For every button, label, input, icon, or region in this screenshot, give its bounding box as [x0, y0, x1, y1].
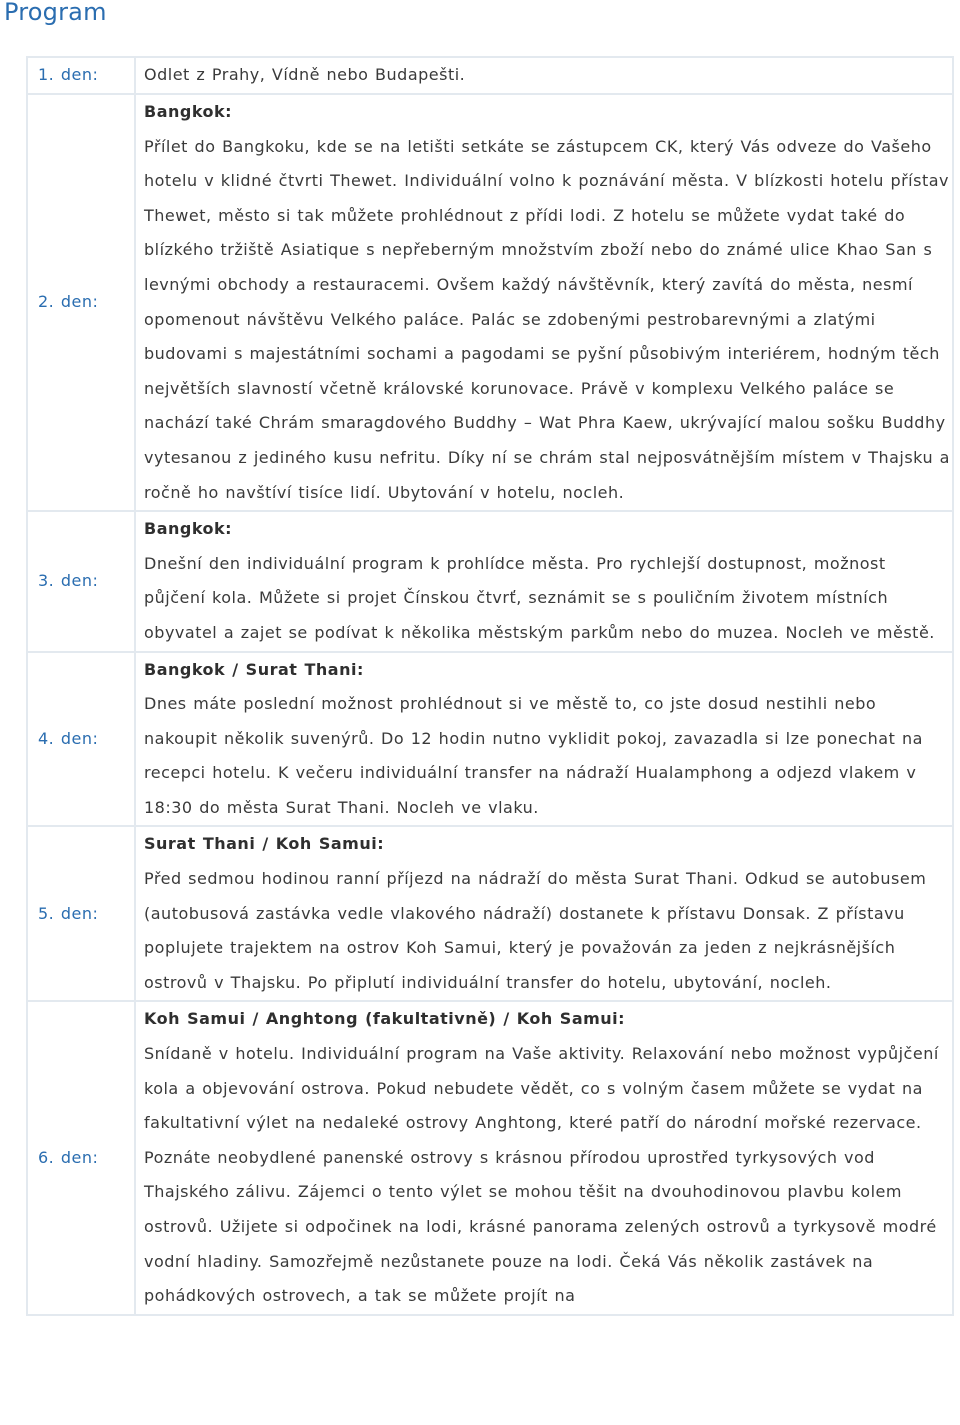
day-text: Dnes máte poslední možnost prohlédnout si ve městě to, co jste dosud nestihli nebo nakoupit několik suvenýrů. Do 12 hodin nutno vyklidit pokoj, zavazadla si lze ponechat na recepci hotelu. K večeru individuální transfer na nádraží Hualamphong a odjezd vlakem v 18:30 do města Surat Thani. Nocleh ve vlaku.	[144, 694, 923, 817]
table-row	[27, 57, 953, 94]
table-row	[27, 1001, 953, 1314]
day-location: Bangkok:	[144, 102, 233, 121]
day-text: Snídaně v hotelu. Individuální program na Vaše aktivity. Relaxování nebo možnost vypůjčení kola a objevování ostrova. Pokud nebudete vědět, co s volným časem můžete se vydat na fakultativní výlet na nedaleké ostrovy Anghtong, které patří do národní mořské rezervace. Poznáte neobydlené panenské ostrovy s krásnou přírodou uprostřed tyrkysových vod Thajského zálivu. Zájemci o tento výlet se mohou těšit na dvouhodinovou plavbu kolem ostrovů. Užijete si odpočinek na lodi, krásné panorama zelených ostrovů a tyrkysově modré vodní hladiny. Samozřejmě nezůstanete pouze na lodi. Čeká Vás několik zastávek na pohádkových ostrovech, a tak se můžete projít na	[144, 1044, 939, 1306]
day-location: Koh Samui / Anghtong (fakultativně) / Koh Samui:	[144, 1009, 626, 1029]
table-row	[27, 511, 953, 651]
page-title: Program	[4, 0, 107, 26]
day-text: Odlet z Prahy, Vídně nebo Budapešti.	[144, 65, 466, 85]
day-description	[135, 652, 953, 827]
day-description	[135, 1001, 953, 1314]
day-text: Před sedmou hodinou ranní příjezd na nádraží do města Surat Thani. Odkud se autobusem (autobusová zastávka vedle vlakového nádraží) dostanete k přístavu Donsak. Z přístavu poplujete trajektem na ostrov Koh Samui, který je považován za jeden z nejkrásnějších ostrovů v Thajsku. Po připlutí individuální transfer do hotelu, ubytování, nocleh.	[144, 869, 927, 992]
day-description	[135, 826, 953, 1001]
day-label: 2. den:	[27, 94, 135, 511]
table-row	[27, 94, 953, 511]
day-text: Přílet do Bangkoku, kde se na letišti setkáte se zástupcem CK, který Vás odveze do Vašeho hotelu v klidné čtvrti Thewet. Individuální volno k poznávání města. V blízkosti hotelu přístav Thewet, město si tak můžete prohlédnout z přídi lodi. Z hotelu se můžete vydat také do blízkého tržiště Asiatique s nepřeberným množstvím zboží nebo do známé ulice Khao San s levnými obchody a restauracemi. Ovšem každý návštěvník, který zavítá do města, nesmí opomenout návštěvu Velkého paláce. Palác se zdobenými pestrobarevnými a zlatými budovami s majestátními sochami a pagodami se pyšní působivým interiérem, hodným těch největších slavností včetně královské korunovace. Právě v komplexu Velkého paláce se nachází také Chrám smaragdového Buddhy – Wat Phra Kaew, ukrývající malou sošku Buddhy vytesanou z jediného kusu nefritu. Díky ní se chrám stal nejposvátnějším místem v Thajsku a ročně ho navštíví tisíce lidí. Ubytování v hotelu, nocleh.	[144, 136, 950, 502]
day-label: 1. den:	[27, 57, 135, 94]
day-location: Bangkok / Surat Thani:	[144, 659, 364, 679]
day-description	[135, 511, 953, 651]
day-text: Dnešní den individuální program k prohlídce města. Pro rychlejší dostupnost, možnost půjčení kola. Můžete si projet Čínskou čtvrť, seznámit se s pouličním životem místních obyvatel a zajet se podívat k několika městským parkům nebo do muzea. Nocleh ve městě.	[144, 553, 935, 642]
day-label: 6. den:	[27, 1001, 135, 1314]
day-label: 5. den:	[27, 826, 135, 1001]
day-label: 3. den:	[27, 511, 135, 651]
day-location: Surat Thani / Koh Samui:	[144, 834, 385, 854]
table-row	[27, 652, 953, 827]
day-description	[135, 94, 953, 511]
day-label: 4. den:	[27, 652, 135, 827]
day-location: Bangkok:	[144, 519, 233, 539]
program-table	[26, 56, 954, 1316]
day-description	[135, 57, 953, 94]
table-row	[27, 826, 953, 1001]
